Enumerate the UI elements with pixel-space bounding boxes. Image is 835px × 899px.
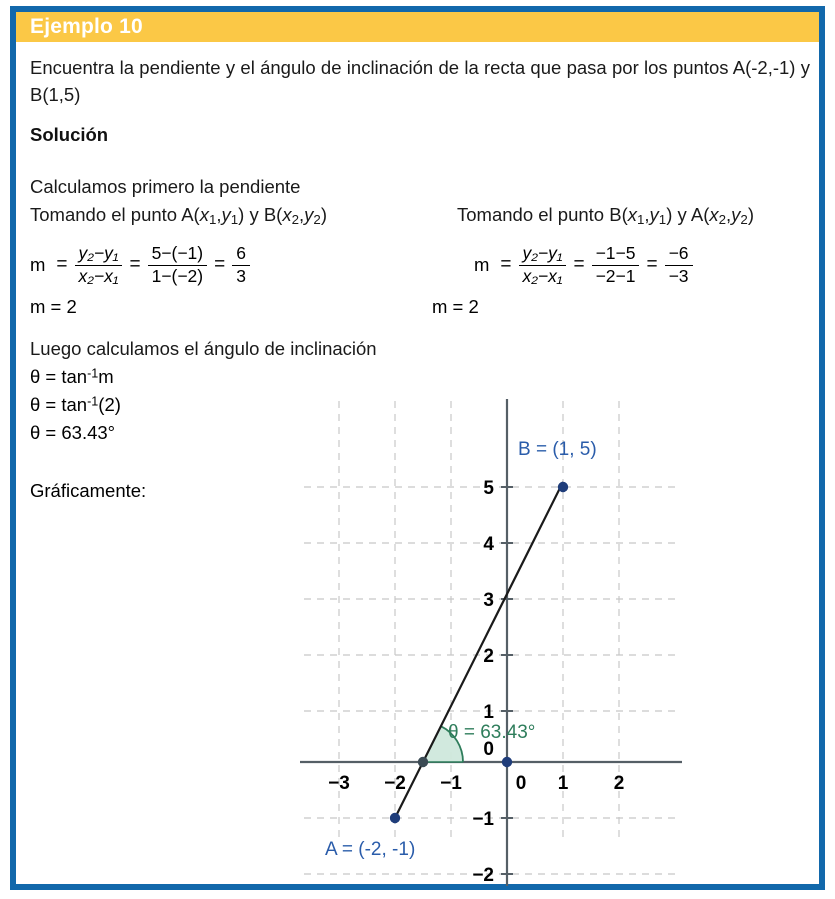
- problem-statement: Encuentra la pendiente y el ángulo de inclinación de la recta que pasa por los puntos A(-2,-1) y B(1,5): [30, 57, 810, 105]
- x-tick-neg3: −3: [328, 773, 350, 794]
- example-body: [22, 48, 816, 886]
- grid-lines: [304, 401, 680, 874]
- values-denominator-left: 1−(−2): [151, 265, 204, 286]
- graph-svg: [290, 385, 690, 886]
- point-b: [558, 482, 568, 492]
- slope-formula-left: m = $\frac{\text{y₂−y₁}}{\text{x₂−x₁}}$ = $\frac{5-(-1)}{1-(-2)}$ = $\frac{6}{3}$: [30, 244, 250, 286]
- values-denominator-right: −2−1: [595, 265, 636, 286]
- point-a: [390, 813, 400, 823]
- taking-prefix-left: Tomando el punto A(: [30, 204, 200, 225]
- result-denominator-right: −3: [668, 265, 689, 286]
- x-tick-labels: [328, 773, 624, 794]
- y-tick-neg2: −2: [472, 865, 494, 886]
- angle-line-2: [30, 394, 121, 416]
- taking-mid-left: ) y B(: [238, 204, 283, 225]
- slope-intro: Calculamos primero la pendiente: [30, 176, 301, 197]
- slope-right-taking: Tomando el punto $B(x_1,y_1)$ y $A(x_2,y_2)$: [457, 204, 754, 227]
- point-a-label: A = (-2, -1): [325, 839, 416, 860]
- generic-fraction-right: [519, 244, 567, 286]
- result-fraction-right: [665, 244, 693, 286]
- result-fraction-left: [232, 244, 250, 286]
- angle-annotation-label: θ = 63.43°: [448, 722, 536, 743]
- slope-left-taking: Tomando el punto $A(x_1,y_1)$ y $B(x_2,y_2)$: [30, 204, 327, 227]
- taking-point-second-right: A: [690, 204, 704, 225]
- generic-denominator-right: x₂−x₁: [522, 265, 563, 286]
- slope-formula-right: m = $\frac{\text{y₂−y₁}}{\text{x₂−x₁}}$ = $\frac{-1-5}{-2-1}$ = $\frac{-6}{-3}$: [474, 244, 693, 286]
- point-origin: [502, 757, 512, 767]
- slope-result-left: m = 2: [30, 296, 77, 317]
- coordinate-graph: [290, 385, 690, 886]
- values-numerator-right: −1−5: [592, 244, 640, 266]
- y-tick-0: 0: [483, 739, 494, 760]
- values-numerator-left: 5−(−1): [148, 244, 208, 266]
- angle-line-2-post: (2): [98, 394, 121, 415]
- graphically-label: Gráficamente:: [30, 480, 147, 501]
- angle-line-1: [30, 366, 114, 388]
- example-title-bar: [16, 12, 819, 42]
- angle-line-2-exponent: -1: [87, 394, 99, 409]
- y-tick-2: 2: [483, 646, 494, 667]
- y-tick-3: 3: [483, 590, 494, 611]
- x-tick-neg1: −1: [440, 773, 462, 794]
- generic-numerator-left: y₂−y₁: [75, 244, 123, 266]
- x-tick-0: 0: [515, 773, 527, 794]
- values-fraction-left: [148, 244, 208, 286]
- values-fraction-right: [592, 244, 640, 286]
- angle-intro: Luego calculamos el ángulo de inclinación: [30, 338, 377, 359]
- result-numerator-left: 6: [232, 244, 250, 266]
- result-denominator-left: 3: [236, 265, 246, 286]
- generic-numerator-right: y₂−y₁: [519, 244, 567, 266]
- m-label-left: m: [30, 254, 46, 276]
- point-b-label: B = (1, 5): [518, 439, 597, 460]
- m-label-right: m: [474, 254, 490, 276]
- slope-result-right: m = 2: [432, 296, 479, 317]
- result-numerator-right: −6: [665, 244, 693, 266]
- x-tick-2: 2: [613, 773, 625, 794]
- example-title: Ejemplo 10: [30, 15, 143, 38]
- angle-line-1-post: m: [98, 366, 114, 387]
- point-x-intercept: [418, 757, 428, 767]
- line-ab: [395, 482, 563, 818]
- y-tick-neg1: −1: [472, 809, 494, 830]
- x-tick-neg2: −2: [384, 773, 406, 794]
- angle-line-1-exponent: -1: [87, 366, 99, 381]
- y-tick-5: 5: [483, 478, 494, 499]
- angle-line-1-pre: θ = tan: [30, 366, 88, 387]
- y-tick-1: 1: [483, 702, 494, 723]
- generic-fraction-left: [75, 244, 123, 286]
- solution-heading: Solución: [30, 124, 109, 145]
- generic-denominator-left: x₂−x₁: [78, 265, 119, 286]
- taking-point-first-right: B: [609, 204, 622, 225]
- x-tick-1: 1: [557, 773, 569, 794]
- y-tick-4: 4: [483, 534, 494, 555]
- angle-line-3: θ = 63.43°: [30, 422, 116, 443]
- taking-suffix-left: ): [320, 204, 327, 225]
- y-tick-labels: [472, 478, 494, 886]
- angle-line-2-pre: θ = tan: [30, 394, 88, 415]
